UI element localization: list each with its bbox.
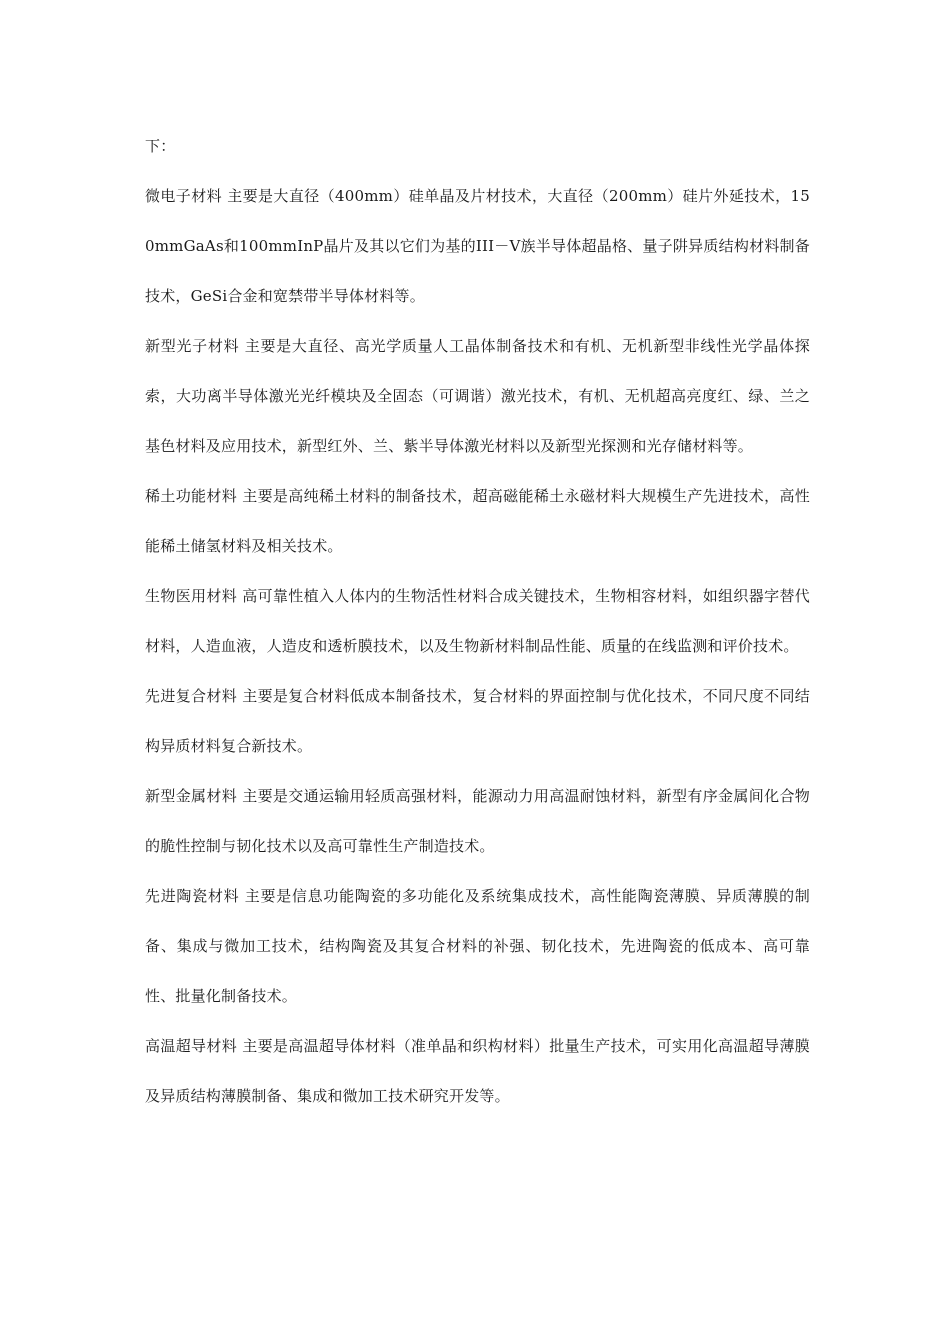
paragraph-intro: 下： <box>145 137 176 155</box>
paragraph-superconducting-materials: 高温超导材料 主要是高温超导体材料（准单晶和织构材料）批量生产技术，可实用化高温超导薄膜及异质结构薄膜制备、集成和微加工技术研究开发等。 <box>145 1037 810 1105</box>
paragraph-photonic-materials: 新型光子材料 主要是大直径、高光学质量人工晶体制备技术和有机、无机新型非线性光学晶体探索，大功离半导体激光光纤模块及全固态（可调谐）激光技术，有机、无机超高亮度红、绿、兰之基色材料及应用技术，新型红外、兰、紫半导体激光材料以及新型光探测和光存储材料等。 <box>145 337 810 455</box>
paragraph-metal-materials: 新型金属材料 主要是交通运输用轻质高强材料，能源动力用高温耐蚀材料，新型有序金属间化合物的脆性控制与韧化技术以及高可靠性生产制造技术。 <box>145 787 810 855</box>
paragraph-ceramic-materials: 先进陶瓷材料 主要是信息功能陶瓷的多功能化及系统集成技术，高性能陶瓷薄膜、异质薄膜的制备、集成与微加工技术，结构陶瓷及其复合材料的补强、韧化技术，先进陶瓷的低成本、高可靠性、批量化制备技术。 <box>145 887 810 1005</box>
document-body <box>145 121 810 1121</box>
paragraph-rare-earth-materials: 稀土功能材料 主要是高纯稀土材料的制备技术，超高磁能稀土永磁材料大规模生产先进技术，高性能稀土储氢材料及相关技术。 <box>145 487 810 555</box>
paragraph-microelectronic-materials: 微电子材料 主要是大直径（400mm）硅单晶及片材技术，大直径（200mm）硅片外延技术，150mmGaAs和100mmInP晶片及其以它们为基的III－V族半导体超晶格、量子阱异质结构材料制备技术，GeSi合金和宽禁带半导体材料等。 <box>145 187 810 305</box>
paragraph-biomedical-materials: 生物医用材料 高可靠性植入人体内的生物活性材料合成关键技术，生物相容材料，如组织器字替代材料，人造血液，人造皮和透析膜技术，以及生物新材料制品性能、质量的在线监测和评价技术。 <box>145 587 810 655</box>
paragraph-composite-materials: 先进复合材料 主要是复合材料低成本制备技术，复合材料的界面控制与优化技术，不同尺度不同结构异质材料复合新技术。 <box>145 687 810 755</box>
